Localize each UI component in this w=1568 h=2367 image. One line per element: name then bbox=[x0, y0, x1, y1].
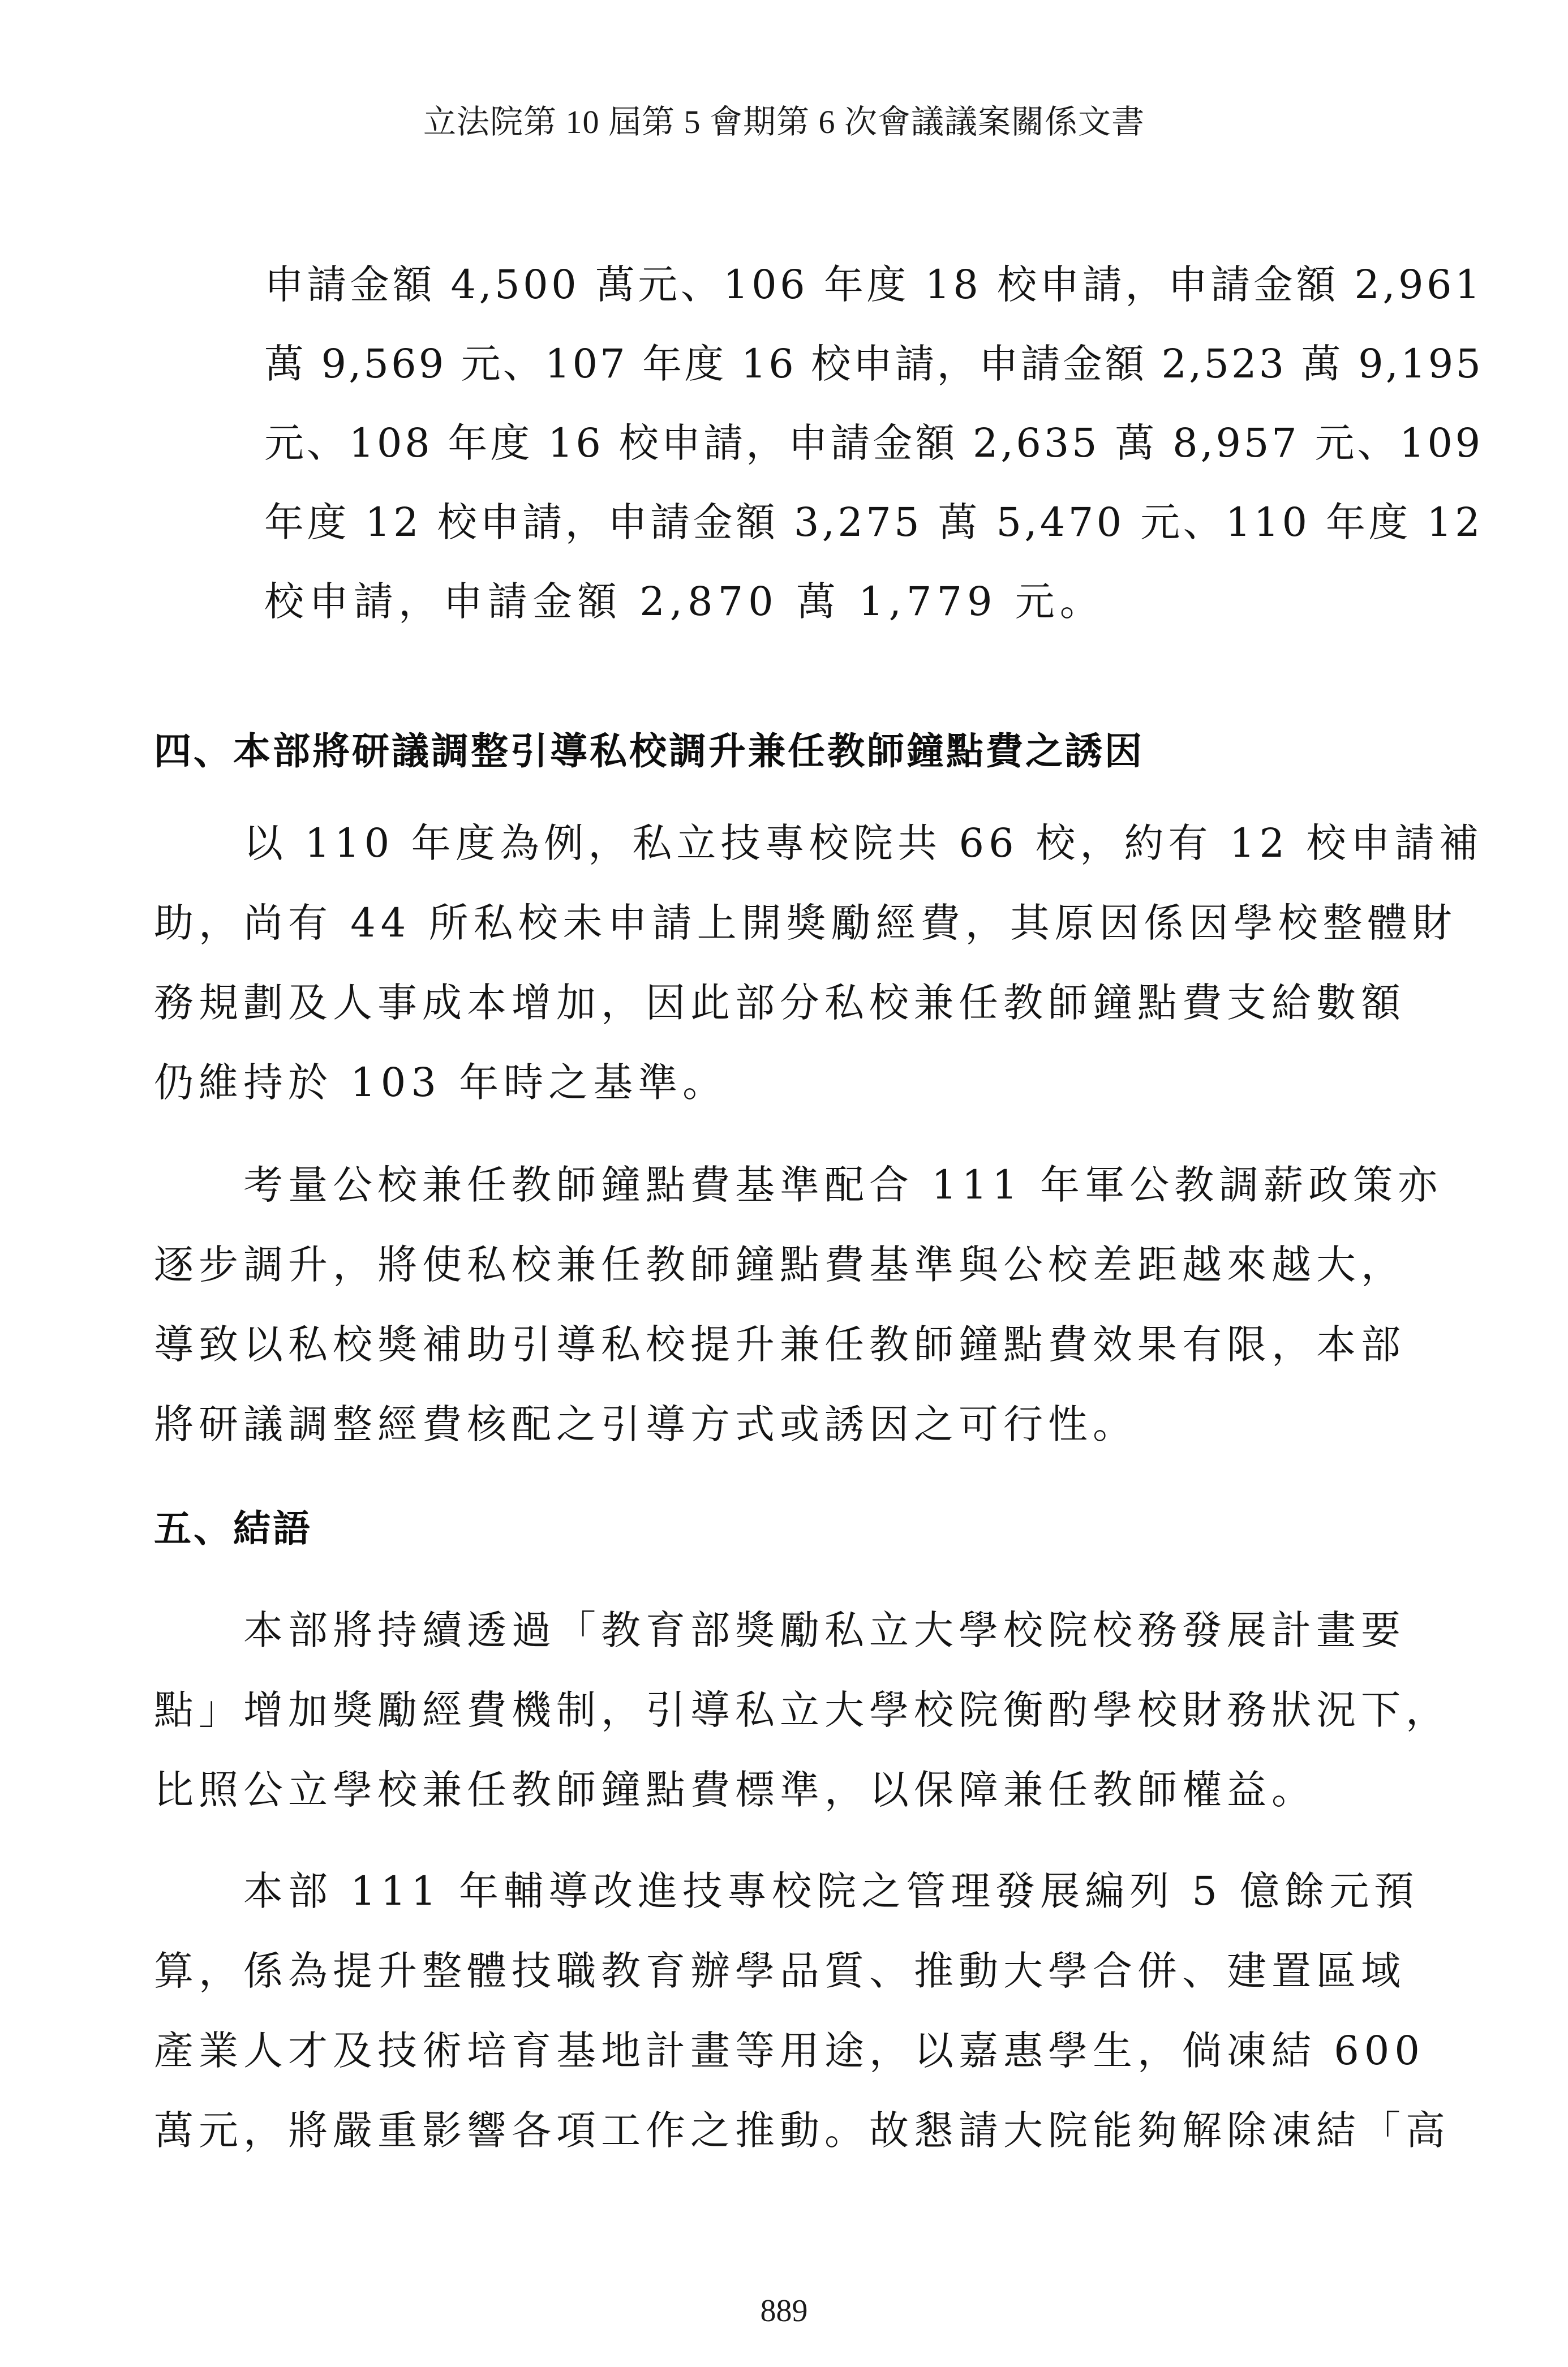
text-line: 產業人才及技術培育基地計畫等用途，以嘉惠學生，倘凍結 600 bbox=[154, 2027, 1425, 2074]
text-line: 元、108 年度 16 校申請，申請金額 2,635 萬 8,957 元、109 bbox=[264, 420, 1483, 466]
text-line: 逐步調升，將使私校兼任教師鐘點費基準與公校差距越來越大， bbox=[154, 1242, 1406, 1288]
text-line: 萬元，將嚴重影響各項工作之推動。故懇請大院能夠解除凍結「高 bbox=[154, 2107, 1450, 2154]
section-heading: 五、結語 bbox=[154, 1506, 312, 1550]
text-line: 點」增加獎勵經費機制，引導私立大學校院衡酌學校財務狀況下， bbox=[154, 1687, 1450, 1733]
text-line: 本部將持續透過「教育部獎勵私立大學校院校務發展計畫要 bbox=[243, 1607, 1406, 1653]
text-line: 本部 111 年輔導改進技專校院之管理發展編列 5 億餘元預 bbox=[243, 1868, 1419, 1914]
text-line: 申請金額 4,500 萬元、106 年度 18 校申請，申請金額 2,961 bbox=[264, 261, 1483, 308]
text-line: 算，係為提升整體技職教育辦學品質、推動大學合併、建置區域 bbox=[154, 1948, 1406, 1994]
text-line: 比照公立學校兼任教師鐘點費標準，以保障兼任教師權益。 bbox=[154, 1767, 1316, 1813]
section-heading: 四、本部將研議調整引導私校調升兼任教師鐘點費之誘因 bbox=[154, 729, 1144, 773]
text-line: 仍維持於 103 年時之基準。 bbox=[154, 1059, 728, 1106]
text-line: 年度 12 校申請，申請金額 3,275 萬 5,470 元、110 年度 12 bbox=[264, 499, 1483, 545]
text-line: 考量公校兼任教師鐘點費基準配合 111 年軍公教調薪政策亦 bbox=[243, 1162, 1443, 1208]
text-line: 助，尚有 44 所私校未申請上開獎勵經費，其原因係因學校整體財 bbox=[154, 900, 1457, 946]
text-line: 將研議調整經費核配之引導方式或誘因之可行性。 bbox=[154, 1401, 1137, 1447]
text-line: 校申請，申請金額 2,870 萬 1,779 元。 bbox=[264, 578, 1105, 625]
text-line: 萬 9,569 元、107 年度 16 校申請，申請金額 2,523 萬 9,195 bbox=[264, 341, 1483, 387]
text-line: 導致以私校獎補助引導私校提升兼任教師鐘點費效果有限，本部 bbox=[154, 1321, 1406, 1368]
text-line: 以 110 年度為例，私立技專校院共 66 校，約有 12 校申請補 bbox=[243, 820, 1483, 866]
running-header: 立法院第 10 屆第 5 會期第 6 次會議議案關係文書 bbox=[423, 104, 1145, 140]
text-line: 務規劃及人事成本增加，因此部分私校兼任教師鐘點費支給數額 bbox=[154, 980, 1406, 1026]
page-number: 889 bbox=[760, 2293, 808, 2329]
